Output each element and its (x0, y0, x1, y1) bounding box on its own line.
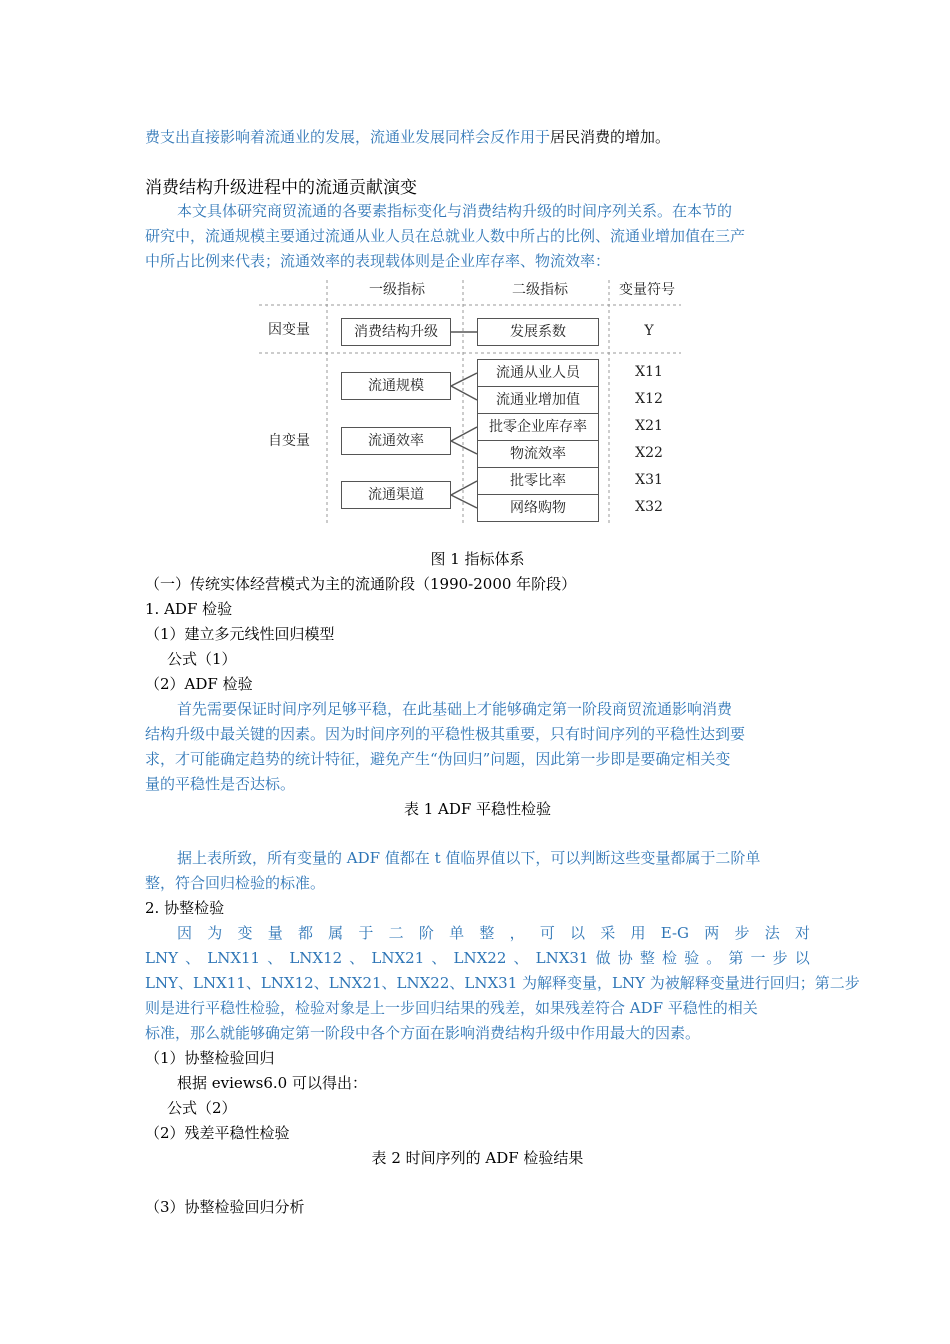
symbol-x21: X21 (635, 418, 663, 434)
word: E-G (660, 924, 690, 942)
box-label: 消费结构升级 (354, 324, 438, 340)
box-label: 流通规模 (368, 378, 424, 394)
box-circulation-value-added (477, 386, 599, 414)
word: 整 (639, 949, 655, 967)
text-span: 居民消费的增加。 (550, 128, 671, 146)
paragraph-line: 研究中，流通规模主要通过流通从业人员在总就业人数中所占的比例、流通业增加值在三产 (145, 227, 746, 245)
word: LNX31 (535, 949, 589, 967)
symbol-x11: X11 (635, 364, 663, 380)
header-level2: 二级指标 (512, 282, 568, 298)
table-caption: 表 1 ADF 平稳性检验 (403, 800, 552, 818)
symbol-y: Y (644, 323, 654, 339)
word: 都 (297, 924, 313, 942)
box-label: 流通渠道 (368, 487, 424, 503)
symbol-x32: X32 (635, 499, 663, 515)
step-label: （2）残差平稳性检验 (145, 1124, 290, 1142)
word: 检 (661, 949, 677, 967)
box-label: 流通效率 (368, 433, 424, 449)
word: 因 (177, 924, 193, 942)
box-circulation-channel (341, 481, 451, 509)
subsection-title: 2. 协整检验 (145, 899, 225, 917)
paragraph-line (145, 125, 810, 150)
word: 属 (328, 924, 344, 942)
word: LNY (145, 949, 178, 967)
subsection-title: 1. ADF 检验 (145, 600, 233, 618)
box-label: 批零比率 (510, 473, 566, 489)
word: 协 (617, 949, 633, 967)
word: 单 (449, 924, 465, 942)
box-development-coefficient (477, 318, 599, 346)
word: 用 (630, 924, 646, 942)
word: 、 (185, 949, 201, 967)
paragraph-line: 根据 eviews6.0 可以得出： (177, 1074, 367, 1092)
word: 对 (794, 924, 810, 942)
symbol-x12: X12 (635, 391, 663, 407)
box-consumption-upgrade (341, 318, 451, 346)
paragraph-line: 据上表所致，所有变量的 ADF 值都在 t 值临界值以下，可以判断这些变量都属于二阶单 (177, 849, 761, 867)
text-span: 费支出直接影响着流通业的发展，流通业发展同样会反作用于 (145, 128, 551, 146)
word: LNX12 (289, 949, 343, 967)
word: 为 (207, 924, 223, 942)
word: 阶 (418, 924, 434, 942)
box-label: 批零企业库存率 (489, 419, 587, 435)
justified-line (145, 946, 810, 971)
word: 可 (539, 924, 555, 942)
box-wholesale-retail-ratio (477, 467, 599, 495)
box-label: 网络购物 (510, 500, 566, 516)
header-level1: 一级指标 (369, 282, 425, 298)
word: LNX21 (371, 949, 425, 967)
box-logistics-efficiency (477, 440, 599, 468)
word: LNX11 (207, 949, 261, 967)
word: 二 (388, 924, 404, 942)
paragraph-line: 首先需要保证时间序列足够平稳，在此基础上才能够确定第一阶段商贸流通影响消费 (177, 700, 733, 718)
box-circulation-efficiency (341, 427, 451, 455)
box-label: 流通从业人员 (496, 365, 580, 381)
word: LNX22 (453, 949, 507, 967)
word: 第 (728, 949, 744, 967)
box-inventory-rate (477, 413, 599, 441)
paragraph-line: 本文具体研究商贸流通的各要素指标变化与消费结构升级的时间序列关系。在本节的 (177, 202, 733, 220)
step-label: （2）ADF 检验 (145, 675, 253, 693)
step-label: （1）建立多元线性回归模型 (145, 625, 335, 643)
word: 一 (750, 949, 766, 967)
box-online-shopping (477, 494, 599, 522)
word: 步 (734, 924, 750, 942)
word: 量 (267, 924, 283, 942)
formula-label: 公式（1） (167, 650, 237, 668)
box-label: 发展系数 (510, 324, 566, 340)
word: 、 (431, 949, 447, 967)
paragraph-line: 结构升级中最关键的因素。因为时间序列的平稳性极其重要，只有时间序列的平稳性达到要 (145, 725, 746, 743)
indicator-system-diagram (255, 276, 685, 526)
section-heading: 消费结构升级进程中的流通贡献演变 (145, 178, 417, 197)
paragraph-line: LNY、LNX11、LNX12、LNX21、LNX22、LNX31 为解释变量，LNY 为被解释变量进行回归；第二步 (145, 974, 860, 992)
paragraph-line: 标准，那么就能够确定第一阶段中各个方面在影响消费结构升级中作用最大的因素。 (145, 1024, 701, 1042)
step-label: （3）协整检验回归分析 (145, 1198, 305, 1216)
word: 以 (794, 949, 810, 967)
symbol-x22: X22 (635, 445, 663, 461)
word: 。 (706, 949, 722, 967)
paragraph-line: 量的平稳性是否达标。 (145, 775, 296, 793)
step-label: （1）协整检验回归 (145, 1049, 275, 1067)
symbol-x31: X31 (635, 472, 663, 488)
formula-label: 公式（2） (167, 1099, 237, 1117)
box-circulation-scale (341, 372, 451, 400)
paragraph-line: 中所占比例来代表；流通效率的表现载体则是企业库存率、物流效率： (145, 252, 611, 270)
justified-line (145, 921, 810, 946)
box-label: 流通业增加值 (496, 392, 580, 408)
header-symbol: 变量符号 (619, 282, 675, 298)
word: 以 (570, 924, 586, 942)
word: 、 (349, 949, 365, 967)
word: 变 (237, 924, 253, 942)
word: 验 (684, 949, 700, 967)
dependent-label: 因变量 (268, 322, 310, 338)
paragraph-line: 整，符合回归检验的标准。 (145, 874, 326, 892)
paragraph-line: 求，才可能确定趋势的统计特征，避免产生“伪回归”问题，因此第一步即是要确定相关变 (145, 750, 731, 768)
word: 两 (704, 924, 720, 942)
paragraph-line: 则是进行平稳性检验，检验对象是上一步回归结果的残差，如果残差符合 ADF 平稳性的相关 (145, 999, 758, 1017)
box-label: 物流效率 (510, 446, 566, 462)
word: 、 (267, 949, 283, 967)
word: 做 (595, 949, 611, 967)
word: 整 (479, 924, 495, 942)
word: 步 (772, 949, 788, 967)
independent-label: 自变量 (268, 433, 310, 449)
word: 、 (513, 949, 529, 967)
figure-caption: 图 1 指标体系 (430, 550, 525, 568)
box-circulation-employees (477, 359, 599, 387)
word: 于 (358, 924, 374, 942)
word: 法 (764, 924, 780, 942)
stage-title: （一）传统实体经营模式为主的流通阶段（1990-2000 年阶段） (145, 575, 577, 593)
table-caption: 表 2 时间序列的 ADF 检验结果 (371, 1149, 584, 1167)
word: 采 (600, 924, 616, 942)
word: ， (509, 924, 525, 942)
